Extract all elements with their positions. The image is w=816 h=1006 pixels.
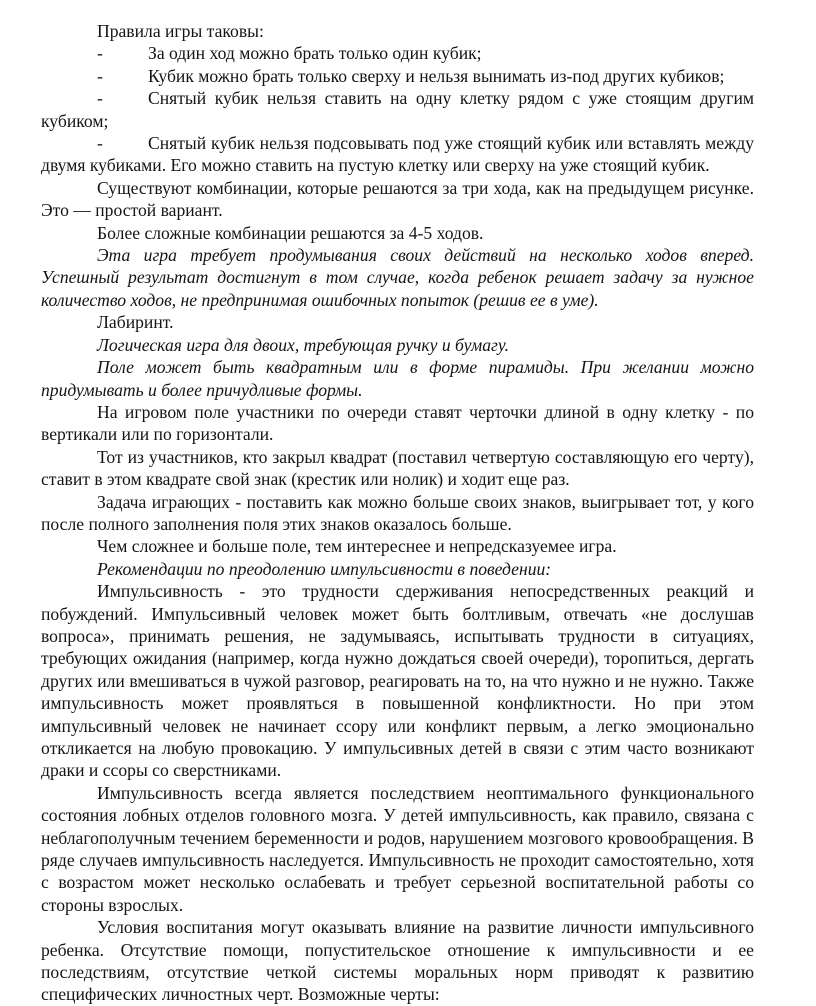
paragraph: На игровом поле участники по очереди ставят черточки длиной в одну клетку - по вертикали или по горизонтали. bbox=[41, 401, 754, 445]
rules-intro: Правила игры таковы: bbox=[97, 21, 264, 41]
paragraph-italic: Поле может быть квадратным или в форме пирамиды. При желании можно придумывать и более причудливые формы. bbox=[41, 357, 754, 400]
paragraph-italic: Логическая игра для двоих, требующая ручку и бумагу. bbox=[97, 334, 510, 355]
section-heading-labyrinth: Лабиринт. bbox=[97, 312, 174, 333]
rule-item bbox=[41, 87, 754, 132]
rule-text: Кубик можно брать только сверху и нельзя вынимать из-под других кубиков; bbox=[148, 65, 725, 86]
rule-item bbox=[41, 42, 754, 64]
bullet-dash: - bbox=[97, 88, 103, 109]
bullet-dash: - bbox=[97, 65, 103, 86]
document-page bbox=[41, 20, 754, 1006]
paragraph: Более сложные комбинации решаются за 4-5 ходов. bbox=[97, 222, 484, 243]
paragraph: Импульсивность всегда является последствием неоптимального функционального состояния лобных отделов головного мозга. У детей импульсивность, как правило, связана с неблагополучным течением беременности и родов, нарушением мозгового кровообращения. В ряде случаев импульсивность наследуется. Импульсивность не проходит самостоятельно, хотя с возрастом может несколько ослабевать и требует серьезной воспитательной работы со стороны взрослых. bbox=[41, 782, 754, 915]
rule-item bbox=[41, 65, 754, 87]
rule-text: Снятый кубик нельзя подсовывать под уже стоящий кубик или вставлять между двумя кубиками. Его можно ставить на пустую клетку или сверху на уже стоящий кубик. bbox=[41, 133, 754, 176]
paragraph: Задача играющих - поставить как можно больше своих знаков, выигрывает тот, у кого после полного заполнения поля этих знаков оказалось больше. bbox=[41, 491, 754, 534]
rule-text: Снятый кубик нельзя ставить на одну клетку рядом с уже стоящим другим кубиком; bbox=[41, 88, 754, 131]
paragraph: Тот из участников, кто закрыл квадрат (поставил четвертую составляющую его черту), ставит в этом квадрате свой знак (крестик или нолик) и ходит еще раз. bbox=[41, 446, 754, 490]
section-heading-recommendations: Рекомендации по преодолению импульсивности в поведении: bbox=[97, 558, 552, 579]
bullet-dash: - bbox=[97, 133, 103, 154]
bullet-dash: - bbox=[97, 43, 103, 64]
paragraph: Существуют комбинации, которые решаются за три хода, как на предыдущем рисунке. Это — простой вариант. bbox=[41, 177, 754, 221]
rule-text: За один ход можно брать только один кубик; bbox=[148, 43, 482, 64]
paragraph: Импульсивность - это трудности сдерживания непосредственных реакций и побуждений. Импульсивный человек может быть болтливым, отвечать «не дослушав вопроса», принимать решения, не задумываясь, испытывать трудности в ситуациях, требующих ожидания (например, когда нужно дождаться своей очереди), торопиться, дергать других или вмешиваться в чужой разговор, реагировать на то, на что нужно и не нужно. Также импульсивность может проявляться в повышенной конфликтности. Но при этом импульсивный человек не начинает ссору или конфликт первым, а легко эмоционально откликается на любую провокацию. У импульсивных детей в связи с этим часто возникают драки и ссоры со сверстниками. bbox=[41, 581, 754, 781]
paragraph: Условия воспитания могут оказывать влияние на развитие личности импульсивного ребенка. Отсутствие помощи, попустительское отношение к импульсивности и ее последствиям, отсутствие четкой системы моральных норм приводят к развитию специфических личностных черт. Возможные черты: bbox=[41, 917, 754, 1005]
paragraph: Чем сложнее и больше поле, тем интереснее и непредсказуемее игра. bbox=[97, 536, 617, 557]
rule-item bbox=[41, 132, 754, 177]
paragraph-italic: Эта игра требует продумывания своих действий на несколько ходов вперед. Успешный результат достигнут в том случае, когда ребенок решает задачу за нужное количество ходов, не предпринимая ошибочных попыток (решив ее в уме). bbox=[41, 245, 754, 310]
